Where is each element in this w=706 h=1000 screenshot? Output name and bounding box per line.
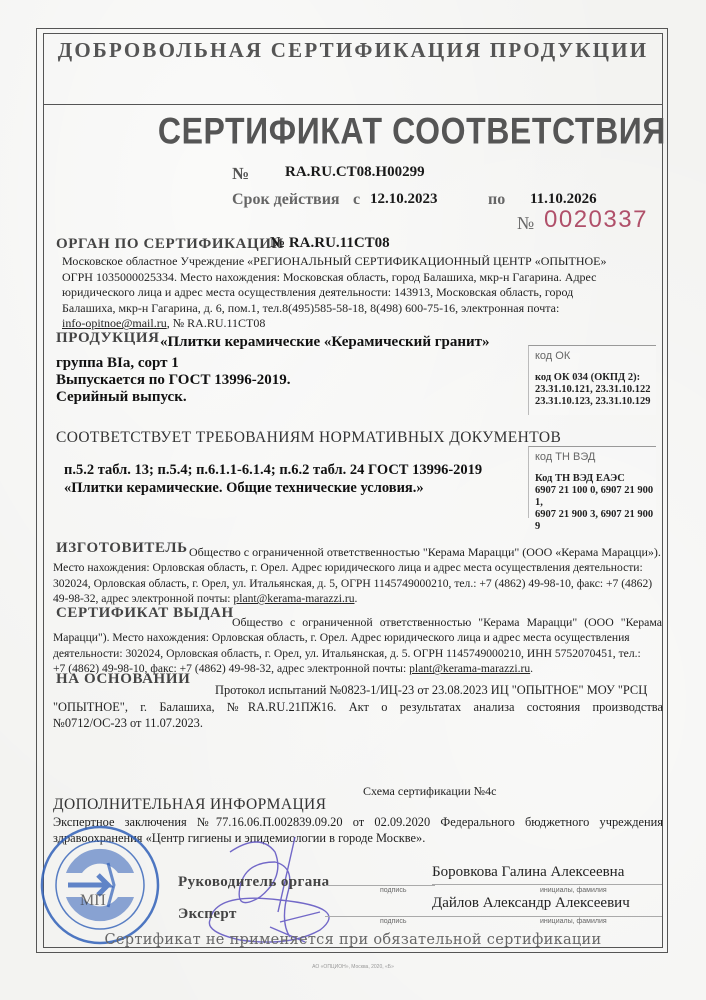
issued-to-line: деятельности: 302024, Орловская область, г. Орел, ул. Итальянская, д. 5. ОГРН 1145749000210, ИНН 5752070451, тел.: [53,646,641,660]
scheme-title: ДОБРОВОЛЬНАЯ СЕРТИФИКАЦИЯ ПРОДУКЦИИ [57,38,649,62]
validity-from-label: с [353,191,361,208]
issued-to-details [53,630,665,677]
head-signature-hint: подпись [380,887,407,894]
issued-to-email-label: +7 (4862) 49-98-10, факс: +7 (4862) 49-98-32, адрес электронной почты: [53,662,410,676]
valid-from-date: 12.10.2023 [370,191,438,207]
head-name-hint: инициалы, фамилия [540,887,607,894]
certification-body-accreditation: № RA.RU.11CT08 [270,235,390,251]
certificate-number-label: № [232,164,250,183]
manufacturer-email-link[interactable]: plant@kerama-marazzi.ru [233,592,355,606]
accreditation-suffix: , № RA.RU.11CT08 [166,316,266,331]
issued-to-name: Общество с ограниченной ответственностью "Керама Марацци" (ООО "Керама [232,615,662,629]
document-title: СЕРТИФИКАТ СООТВЕТСТВИЯ [157,110,666,152]
ok-code-box [528,345,656,415]
certificate-number: RA.RU.CT08.H00299 [285,164,425,180]
ok-code-line: 23.31.10.121, 23.31.10.122 [535,384,651,395]
manufacturer-line: Место нахождения: Орловская область, г. Орел. Адрес юридического лица и адрес места осуществления деятельности: [53,561,643,574]
punctuation: . [354,592,358,606]
printer-imprint: АО «ОПЦИОН», Москва, 2020, «Б» [312,964,394,970]
expert-signature-line [325,916,435,917]
basis-details [53,699,663,731]
manufacturer-name: Общество с ограниченной ответственностью "Керама Марацци" (ООО «Керама Марацци»). [189,545,661,559]
header-divider [43,104,663,105]
expert-name: Дайлов Александр Алексеевич [432,895,630,911]
tn-ved-caption: код ТН ВЭД [535,451,596,463]
issued-to-email-link[interactable]: plant@kerama-marazzi.ru [409,662,531,676]
expert-label: Эксперт [178,906,237,922]
tn-ved-line: 6907 21 100 0, 6907 21 900 1, [535,485,654,508]
manufacturer-line: 302024, Орловская область, г. Орел, ул. Итальянская, д. 5, ОГРН 1145749000210, тел.: +7 (4862) 49-98-10, факс: +7 (4862) [53,576,653,590]
certification-body-line: ОГРН 1035000025334. Место нахождения: Московская область, город Балашиха, мкр-н Гагарина. Адрес [62,269,597,284]
product-group: группа BIa, сорт 1 [56,355,179,371]
expert-name-hint: инициалы, фамилия [540,918,607,925]
ok-code-line: 23.31.10.123, 23.31.10.129 [535,396,651,407]
svg-text:МП: МП [80,892,106,909]
blank-number-label: № [517,213,535,233]
tn-ved-line: Код ТН ВЭД ЕАЭС [535,473,625,484]
product-title: ПРОДУКЦИЯ [56,330,160,346]
compliance-clauses: п.5.2 табл. 13; п.5.4; п.6.1.1-6.1.4; п.6.2 табл. 24 ГОСТ 13996-2019 [64,462,483,478]
compliance-standard-name: «Плитки керамические. Общие технические условия.» [64,480,424,496]
head-name-line [432,884,662,885]
certification-body-line: Московское областное Учреждение «РЕГИОНАЛЬНЫЙ СЕРТИФИКАЦИОННЫЙ ЦЕНТР «ОПЫТНОЕ» [62,254,607,268]
ok-code-caption: код ОК [535,350,571,362]
not-for-mandatory-note: Сертификат не применяется при обязательной сертификации [104,932,602,948]
blank-number: 0020337 [544,206,648,233]
compliance-title: СООТВЕТСТВУЕТ ТРЕБОВАНИЯМ НОРМАТИВНЫХ ДОКУМЕНТОВ [56,429,562,446]
validity-to-label: по [488,191,506,208]
expert-name-line [432,916,662,917]
head-signature-line [325,885,435,886]
punctuation: . [530,662,534,676]
ok-code-line: код ОК 034 (ОКПД 2): [535,372,641,383]
validity-label: Срок действия [232,191,340,208]
product-release: Серийный выпуск. [56,389,187,405]
ok-code-values [535,372,656,408]
additional-info-line: Экспертное заключения №77.16.06.П.002839.09.20 от 02.09.2020 Федерального бюджетного учреждения [53,815,663,829]
basis-line: Протокол испытаний №0823-1/ИЦ-23 от 23.08.2023 ИЦ "ОПЫТНОЕ" МОУ "РСЦ [215,683,648,697]
certification-body-email-link[interactable]: info-opitnoe@mail.ru [62,316,167,331]
product-name: «Плитки керамические «Керамический гранит» [160,334,490,350]
certification-scheme: Схема сертификации №4с [363,784,497,798]
issued-to-line: Марацци"). Место нахождения: Орловская область, г. Орел. Адрес юридического лица и адрес места осуществления [53,631,630,644]
certification-body-details [62,254,662,332]
manufacturer-title: ИЗГОТОВИТЕЛЬ [56,540,188,556]
expert-signature-hint: подпись [380,918,407,925]
product-standard: Выпускается по ГОСТ 13996-2019. [56,372,291,388]
manufacturer-details [53,560,665,607]
valid-to-date: 11.10.2026 [530,191,597,207]
tn-ved-code-box [528,446,656,532]
certification-body-line: Балашиха, мкр-н Гагарина, д. 6, пом.1, тел.8(495)585-58-18, 8(498) 600-75-16, электронная почта: [62,300,560,315]
tn-ved-values [535,473,656,533]
basis-line: №0712/ОС-23 от 11.07.2023. [53,716,203,730]
tn-ved-line: 6907 21 900 3, 6907 21 900 9 [535,509,654,532]
head-name: Боровкова Галина Алексеевна [432,864,625,880]
seal-stamp-icon [38,823,162,947]
additional-info-line: здравоохранения «Центр гигиены и эпидемиологии в городе Москве». [53,831,426,845]
certification-body-line: юридического лица и адрес места осуществления деятельности: 143913, Московская область, город [62,285,574,300]
manufacturer-email-label: 49-98-32, адрес электронной почты: [53,592,234,606]
head-of-body-label: Руководитель органа [178,874,330,890]
basis-title: НА ОСНОВАНИИ [56,671,191,687]
issued-to-title: СЕРТИФИКАТ ВЫДАН [56,605,234,621]
certification-body-title: ОРГАН ПО СЕРТИФИКАЦИИ [56,236,284,252]
additional-info-title: ДОПОЛНИТЕЛЬНАЯ ИНФОРМАЦИЯ [53,796,327,813]
basis-line: "ОПЫТНОЕ", г. Балашиха, №RA.RU.21ПЖ16. Акт о результатах анализа состояния производства [53,700,663,714]
